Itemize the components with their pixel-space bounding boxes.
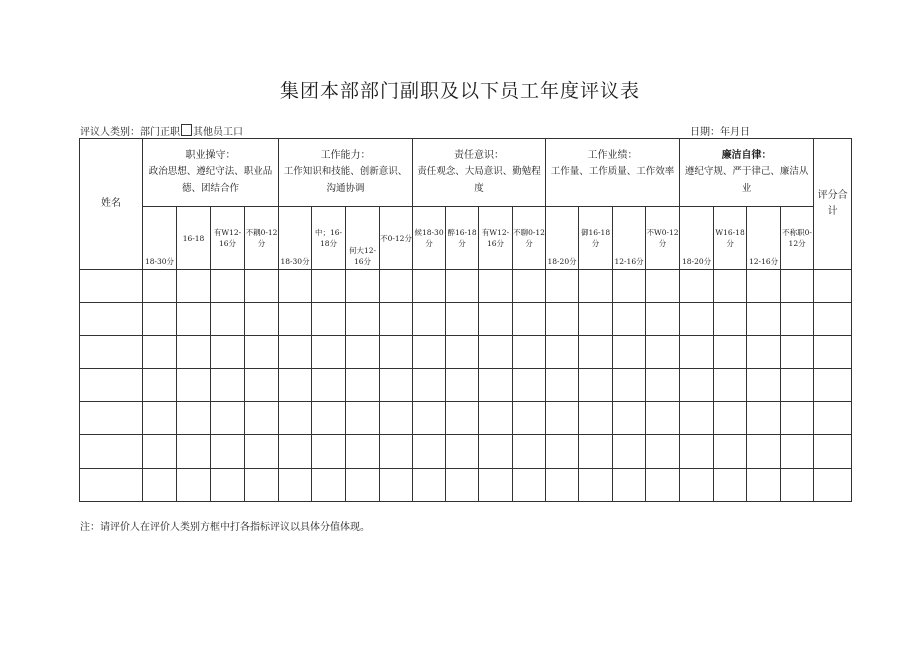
score-input-cell[interactable] bbox=[245, 435, 279, 469]
score-input-cell[interactable] bbox=[312, 303, 346, 336]
table-row bbox=[80, 402, 852, 435]
score-input-cell[interactable] bbox=[211, 369, 245, 402]
score-input-cell[interactable] bbox=[143, 369, 177, 402]
score-input-cell[interactable] bbox=[747, 336, 781, 369]
score-input-cell[interactable] bbox=[646, 336, 680, 369]
score-input-cell[interactable] bbox=[446, 402, 479, 435]
score-input-cell[interactable] bbox=[646, 469, 680, 502]
score-input-cell[interactable] bbox=[680, 270, 714, 303]
score-input-cell[interactable] bbox=[546, 369, 579, 402]
name-input-cell[interactable] bbox=[80, 469, 143, 502]
score-input-cell[interactable] bbox=[513, 435, 546, 469]
table-row bbox=[80, 303, 852, 336]
score-input-cell[interactable] bbox=[680, 469, 714, 502]
score-input-cell[interactable] bbox=[714, 336, 747, 369]
score-input-cell[interactable] bbox=[177, 369, 211, 402]
score-input-cell[interactable] bbox=[479, 303, 513, 336]
score-range: 有W12-16分 bbox=[479, 207, 513, 270]
score-input-cell[interactable] bbox=[579, 469, 613, 502]
group-title: 工作能力： bbox=[320, 150, 371, 161]
score-input-cell[interactable] bbox=[143, 435, 177, 469]
score-input-cell[interactable] bbox=[613, 270, 646, 303]
score-input-cell[interactable] bbox=[245, 369, 279, 402]
score-input-cell[interactable] bbox=[479, 402, 513, 435]
score-input-cell[interactable] bbox=[479, 435, 513, 469]
score-input-cell[interactable] bbox=[346, 402, 380, 435]
score-input-cell[interactable] bbox=[143, 469, 177, 502]
score-input-cell[interactable] bbox=[646, 270, 680, 303]
score-input-cell[interactable] bbox=[245, 469, 279, 502]
score-input-cell[interactable] bbox=[177, 270, 211, 303]
score-input-cell[interactable] bbox=[143, 303, 177, 336]
score-input-cell[interactable] bbox=[312, 369, 346, 402]
score-input-cell[interactable] bbox=[177, 336, 211, 369]
score-input-cell[interactable] bbox=[211, 270, 245, 303]
score-input-cell[interactable] bbox=[579, 303, 613, 336]
score-input-cell[interactable] bbox=[346, 435, 380, 469]
score-input-cell[interactable] bbox=[579, 369, 613, 402]
score-input-cell[interactable] bbox=[747, 303, 781, 336]
score-input-cell[interactable] bbox=[143, 270, 177, 303]
group-header-ability bbox=[279, 139, 413, 207]
group-title: 工作业绩： bbox=[587, 150, 638, 161]
group-title: 责任意识： bbox=[454, 150, 505, 161]
score-range: 18-20分 bbox=[680, 207, 714, 270]
score-input-cell[interactable] bbox=[714, 369, 747, 402]
score-input-cell[interactable] bbox=[312, 270, 346, 303]
score-input-cell[interactable] bbox=[312, 469, 346, 502]
score-input-cell[interactable] bbox=[380, 402, 413, 435]
score-input-cell[interactable] bbox=[279, 303, 312, 336]
score-input-cell[interactable] bbox=[279, 270, 312, 303]
total-input-cell[interactable] bbox=[814, 435, 852, 469]
score-range: 候18-30分 bbox=[413, 207, 446, 270]
score-input-cell[interactable] bbox=[613, 369, 646, 402]
score-input-cell[interactable] bbox=[546, 270, 579, 303]
score-input-cell[interactable] bbox=[346, 336, 380, 369]
score-input-cell[interactable] bbox=[513, 336, 546, 369]
score-input-cell[interactable] bbox=[781, 336, 814, 369]
score-input-cell[interactable] bbox=[714, 270, 747, 303]
score-range: 有W12-16分 bbox=[211, 207, 245, 270]
score-input-cell[interactable] bbox=[513, 303, 546, 336]
score-input-cell[interactable] bbox=[613, 402, 646, 435]
score-input-cell[interactable] bbox=[680, 435, 714, 469]
group-desc: 工作知识和技能、创新意识、沟通协调 bbox=[283, 166, 408, 194]
score-input-cell[interactable] bbox=[177, 469, 211, 502]
footnote: 注：请评价人在评价人类别方框中打各指标评议以具体分值体现。 bbox=[80, 522, 370, 533]
score-input-cell[interactable] bbox=[413, 469, 446, 502]
score-input-cell[interactable] bbox=[579, 402, 613, 435]
score-input-cell[interactable] bbox=[346, 270, 380, 303]
name-input-cell[interactable] bbox=[80, 369, 143, 402]
evaluation-table bbox=[79, 138, 852, 502]
score-input-cell[interactable] bbox=[579, 435, 613, 469]
score-input-cell[interactable] bbox=[380, 369, 413, 402]
score-range: 不聊0-12分 bbox=[513, 207, 546, 270]
score-input-cell[interactable] bbox=[245, 270, 279, 303]
score-input-cell[interactable] bbox=[714, 303, 747, 336]
name-input-cell[interactable] bbox=[80, 303, 143, 336]
group-header-responsibility bbox=[413, 139, 546, 207]
score-input-cell[interactable] bbox=[579, 270, 613, 303]
score-input-cell[interactable] bbox=[680, 369, 714, 402]
score-input-cell[interactable] bbox=[279, 435, 312, 469]
score-input-cell[interactable] bbox=[781, 270, 814, 303]
table-row bbox=[80, 336, 852, 369]
total-input-cell[interactable] bbox=[814, 369, 852, 402]
score-input-cell[interactable] bbox=[211, 336, 245, 369]
group-title: 廉洁自律： bbox=[721, 150, 772, 161]
score-input-cell[interactable] bbox=[714, 469, 747, 502]
score-input-cell[interactable] bbox=[513, 270, 546, 303]
group-header-performance bbox=[546, 139, 680, 207]
score-input-cell[interactable] bbox=[546, 402, 579, 435]
score-range: 何大12-16分 bbox=[346, 207, 380, 270]
score-input-cell[interactable] bbox=[646, 435, 680, 469]
score-input-cell[interactable] bbox=[413, 270, 446, 303]
score-input-cell[interactable] bbox=[513, 402, 546, 435]
total-score-header: 评分合计 bbox=[814, 139, 852, 270]
score-input-cell[interactable] bbox=[546, 336, 579, 369]
score-input-cell[interactable] bbox=[646, 369, 680, 402]
score-input-cell[interactable] bbox=[714, 435, 747, 469]
score-input-cell[interactable] bbox=[446, 469, 479, 502]
score-input-cell[interactable] bbox=[312, 402, 346, 435]
score-input-cell[interactable] bbox=[680, 303, 714, 336]
score-range: 醉16-18分 bbox=[446, 207, 479, 270]
score-input-cell[interactable] bbox=[312, 435, 346, 469]
group-header-integrity-discipline bbox=[680, 139, 814, 207]
score-input-cell[interactable] bbox=[380, 435, 413, 469]
score-input-cell[interactable] bbox=[747, 369, 781, 402]
group-desc: 政治思想、遵纪守法、职业品德、团结合作 bbox=[148, 166, 273, 194]
score-input-cell[interactable] bbox=[781, 369, 814, 402]
rater-category-other: 其他员工口 bbox=[193, 127, 243, 138]
score-input-cell[interactable] bbox=[446, 270, 479, 303]
date-field: 日期：年月日 bbox=[690, 127, 750, 138]
score-range: 中；16-18分 bbox=[312, 207, 346, 270]
score-range: 18-30分 bbox=[279, 207, 312, 270]
score-input-cell[interactable] bbox=[380, 469, 413, 502]
score-input-cell[interactable] bbox=[346, 369, 380, 402]
score-input-cell[interactable] bbox=[413, 402, 446, 435]
score-range: 12-16分 bbox=[747, 207, 781, 270]
score-input-cell[interactable] bbox=[747, 435, 781, 469]
score-input-cell[interactable] bbox=[479, 270, 513, 303]
score-input-cell[interactable] bbox=[446, 303, 479, 336]
score-input-cell[interactable] bbox=[312, 336, 346, 369]
score-input-cell[interactable] bbox=[479, 336, 513, 369]
score-input-cell[interactable] bbox=[747, 469, 781, 502]
score-input-cell[interactable] bbox=[279, 469, 312, 502]
table-row bbox=[80, 270, 852, 303]
score-input-cell[interactable] bbox=[380, 270, 413, 303]
score-input-cell[interactable] bbox=[479, 369, 513, 402]
score-input-cell[interactable] bbox=[446, 369, 479, 402]
group-title: 职业操守： bbox=[185, 150, 236, 161]
table-row bbox=[80, 435, 852, 469]
score-input-cell[interactable] bbox=[680, 336, 714, 369]
score-range: 不耦0-12分 bbox=[245, 207, 279, 270]
name-input-cell[interactable] bbox=[80, 402, 143, 435]
score-input-cell[interactable] bbox=[413, 336, 446, 369]
score-input-cell[interactable] bbox=[245, 303, 279, 336]
score-input-cell[interactable] bbox=[177, 303, 211, 336]
score-input-cell[interactable] bbox=[613, 336, 646, 369]
score-input-cell[interactable] bbox=[513, 469, 546, 502]
score-input-cell[interactable] bbox=[446, 336, 479, 369]
total-input-cell[interactable] bbox=[814, 303, 852, 336]
score-input-cell[interactable] bbox=[143, 402, 177, 435]
group-desc: 工作量、工作质量、工作效率 bbox=[550, 166, 675, 177]
score-input-cell[interactable] bbox=[579, 336, 613, 369]
score-input-cell[interactable] bbox=[546, 469, 579, 502]
score-range: 不0-12分 bbox=[380, 207, 413, 270]
score-input-cell[interactable] bbox=[747, 402, 781, 435]
score-input-cell[interactable] bbox=[781, 469, 814, 502]
score-input-cell[interactable] bbox=[479, 469, 513, 502]
score-input-cell[interactable] bbox=[413, 369, 446, 402]
score-range: 18-20分 bbox=[546, 207, 579, 270]
score-input-cell[interactable] bbox=[279, 369, 312, 402]
score-range: 18-30分 bbox=[143, 207, 177, 270]
score-range: 不称职0-12分 bbox=[781, 207, 814, 270]
score-input-cell[interactable] bbox=[211, 435, 245, 469]
score-input-cell[interactable] bbox=[781, 402, 814, 435]
group-header-integrity bbox=[143, 139, 279, 207]
score-input-cell[interactable] bbox=[613, 435, 646, 469]
score-input-cell[interactable] bbox=[413, 435, 446, 469]
score-input-cell[interactable] bbox=[446, 435, 479, 469]
score-input-cell[interactable] bbox=[680, 402, 714, 435]
score-input-cell[interactable] bbox=[380, 336, 413, 369]
score-input-cell[interactable] bbox=[211, 469, 245, 502]
total-input-cell[interactable] bbox=[814, 270, 852, 303]
table-row bbox=[80, 369, 852, 402]
rater-category bbox=[80, 123, 243, 138]
score-input-cell[interactable] bbox=[177, 402, 211, 435]
score-input-cell[interactable] bbox=[380, 303, 413, 336]
score-input-cell[interactable] bbox=[177, 435, 211, 469]
page-title: 集团本部部门副职及以下员工年度评议表 bbox=[279, 80, 640, 102]
score-input-cell[interactable] bbox=[413, 303, 446, 336]
score-input-cell[interactable] bbox=[613, 303, 646, 336]
name-input-cell[interactable] bbox=[80, 435, 143, 469]
score-input-cell[interactable] bbox=[346, 469, 380, 502]
score-input-cell[interactable] bbox=[781, 435, 814, 469]
score-input-cell[interactable] bbox=[546, 303, 579, 336]
score-input-cell[interactable] bbox=[714, 402, 747, 435]
score-input-cell[interactable] bbox=[211, 303, 245, 336]
score-input-cell[interactable] bbox=[613, 469, 646, 502]
rater-category-label: 评议人类别：部门正职 bbox=[80, 127, 180, 138]
score-input-cell[interactable] bbox=[211, 402, 245, 435]
score-input-cell[interactable] bbox=[346, 303, 380, 336]
score-input-cell[interactable] bbox=[513, 369, 546, 402]
total-input-cell[interactable] bbox=[814, 469, 852, 502]
name-input-cell[interactable] bbox=[80, 270, 143, 303]
score-input-cell[interactable] bbox=[781, 303, 814, 336]
score-range: W16-18分 bbox=[714, 207, 747, 270]
score-input-cell[interactable] bbox=[546, 435, 579, 469]
name-header: 姓名 bbox=[80, 139, 143, 270]
score-range: 御16-18分 bbox=[579, 207, 613, 270]
group-desc: 责任观念、大局意识、勤勉程度 bbox=[417, 166, 541, 194]
score-range: 不W0-12分 bbox=[646, 207, 680, 270]
score-input-cell[interactable] bbox=[245, 336, 279, 369]
name-input-cell[interactable] bbox=[80, 336, 143, 369]
score-range: 16-18 bbox=[177, 207, 211, 270]
total-input-cell[interactable] bbox=[814, 336, 852, 369]
table-row bbox=[80, 469, 852, 502]
score-input-cell[interactable] bbox=[279, 402, 312, 435]
group-desc: 遵纪守规、严于律己、廉洁从业 bbox=[684, 166, 809, 194]
score-range: 12-16分 bbox=[613, 207, 646, 270]
checkbox[interactable] bbox=[181, 124, 192, 136]
score-input-cell[interactable] bbox=[646, 303, 680, 336]
score-input-cell[interactable] bbox=[245, 402, 279, 435]
score-input-cell[interactable] bbox=[143, 336, 177, 369]
score-input-cell[interactable] bbox=[646, 402, 680, 435]
score-input-cell[interactable] bbox=[747, 270, 781, 303]
total-input-cell[interactable] bbox=[814, 402, 852, 435]
score-input-cell[interactable] bbox=[279, 336, 312, 369]
